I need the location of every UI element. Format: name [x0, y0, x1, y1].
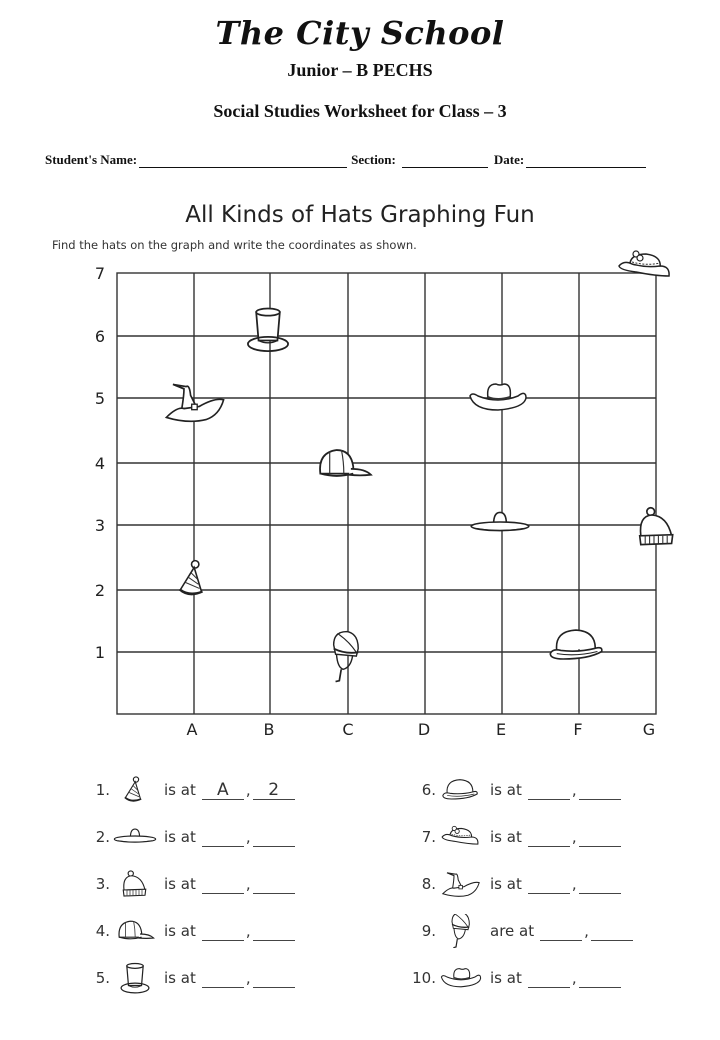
question-4: 4. is at , — [84, 914, 295, 948]
question-1: 1. is at A , 2 — [84, 773, 295, 807]
answer-x-1[interactable]: A — [202, 781, 244, 800]
x-label-f: F — [573, 720, 583, 739]
x-label-e: E — [495, 720, 507, 739]
question-7: 7. is at , — [410, 820, 621, 854]
earmuff-cap-icon — [438, 914, 484, 948]
worksheet-instructions: Find the hats on the graph and write the coordinates as shown. — [52, 238, 417, 252]
branch-title: Junior – B PECHS — [287, 60, 433, 80]
answer-y-1[interactable]: 2 — [253, 781, 295, 800]
question-2: 2. is at , — [84, 820, 295, 854]
question-8: 8. is at , — [410, 867, 621, 901]
answer-x-2[interactable] — [202, 828, 244, 847]
worksheet-title: All Kinds of Hats Graphing Fun — [185, 202, 535, 228]
y-label-4: 4 — [94, 454, 106, 473]
x-label-a: A — [186, 720, 198, 739]
top-hat-icon — [112, 961, 158, 995]
answer-x-10[interactable] — [528, 969, 570, 988]
knit-beanie-icon — [112, 867, 158, 901]
answer-y-10[interactable] — [579, 969, 621, 988]
school-title: The City School — [215, 14, 505, 52]
date-label: Date: — [493, 152, 525, 167]
worksheet-subject: Social Studies Worksheet for Class – 3 — [213, 101, 507, 121]
student-name-label: Student's Name: — [45, 152, 138, 167]
answer-x-8[interactable] — [528, 875, 570, 894]
x-label-b: B — [263, 720, 275, 739]
flowered-hat-icon — [438, 820, 484, 854]
top-hat-icon — [248, 309, 288, 352]
x-label-g: G — [642, 720, 656, 739]
answer-x-4[interactable] — [202, 922, 244, 941]
answer-y-9[interactable] — [591, 922, 633, 941]
question-10: 10. is at , — [410, 961, 621, 995]
answer-x-5[interactable] — [202, 969, 244, 988]
cowboy-hat-icon — [470, 384, 526, 410]
answer-y-6[interactable] — [579, 781, 621, 800]
answer-y-2[interactable] — [253, 828, 295, 847]
x-label-c: C — [342, 720, 354, 739]
answer-x-9[interactable] — [540, 922, 582, 941]
answer-y-3[interactable] — [253, 875, 295, 894]
answer-y-4[interactable] — [253, 922, 295, 941]
hats-on-grid — [166, 251, 672, 682]
y-label-2: 2 — [94, 581, 106, 600]
baseball-cap-icon — [112, 914, 158, 948]
earmuff-cap-icon — [334, 632, 359, 682]
witch-hat-icon — [438, 867, 484, 901]
y-label-7: 7 — [94, 264, 106, 283]
section-label: Section: — [351, 152, 396, 167]
y-label-3: 3 — [94, 516, 106, 535]
answer-x-7[interactable] — [528, 828, 570, 847]
answer-y-5[interactable] — [253, 969, 295, 988]
y-label-1: 1 — [94, 643, 106, 662]
answer-y-7[interactable] — [579, 828, 621, 847]
sombrero-icon — [471, 512, 529, 530]
answer-x-6[interactable] — [528, 781, 570, 800]
witch-hat-icon — [166, 384, 223, 421]
y-label-6: 6 — [94, 327, 106, 346]
question-5: 5. is at , — [84, 961, 295, 995]
answer-y-8[interactable] — [579, 875, 621, 894]
bowler-hat-icon — [550, 630, 602, 659]
flowered-hat-icon — [619, 251, 669, 276]
party-hat-icon — [179, 561, 202, 595]
x-label-d: D — [417, 720, 431, 739]
sombrero-icon — [112, 820, 158, 854]
cowboy-hat-icon — [438, 961, 484, 995]
question-3: 3. is at , — [84, 867, 295, 901]
question-9: 9. are at , — [410, 914, 633, 948]
party-hat-icon — [112, 773, 158, 807]
question-6: 6. is at , — [410, 773, 621, 807]
bowler-hat-icon — [438, 773, 484, 807]
y-label-5: 5 — [94, 389, 106, 408]
answer-x-3[interactable] — [202, 875, 244, 894]
